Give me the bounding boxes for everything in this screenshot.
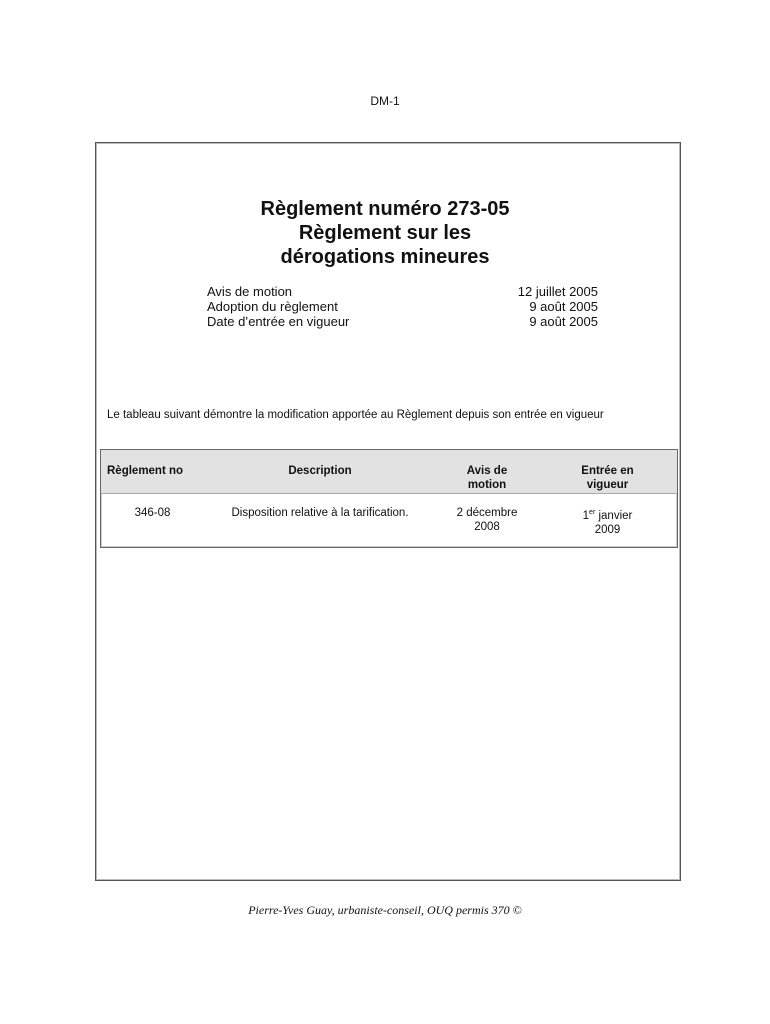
- date-label: Adoption du règlement: [207, 299, 338, 314]
- amendments-table: [100, 449, 678, 548]
- page-footer: Pierre-Yves Guay, urbaniste-conseil, OUQ permis 370 ©: [248, 903, 522, 917]
- header-description: Description: [288, 465, 352, 477]
- document-title: [0, 197, 770, 269]
- page-header: DM-1: [370, 94, 400, 108]
- date-value: 9 août 2005: [529, 299, 598, 314]
- dates-block: [207, 284, 598, 329]
- cell-entree-month: janvier: [595, 510, 633, 522]
- header-avis-line1: Avis de: [466, 465, 508, 477]
- header-entree-line2: vigueur: [586, 479, 629, 491]
- date-row-avis: [207, 284, 598, 299]
- cell-avis: [436, 506, 538, 537]
- header-entree: [538, 450, 677, 493]
- date-label: Avis de motion: [207, 284, 293, 299]
- date-value: 12 juillet 2005: [517, 284, 598, 299]
- title-line-3: dérogations mineures: [280, 246, 490, 268]
- title-line-1: Règlement numéro 273-05: [260, 198, 510, 220]
- cell-entree-year: 2009: [594, 524, 621, 536]
- date-row-entree: [207, 314, 598, 329]
- cell-reglement: 346-08: [134, 507, 171, 519]
- header-avis-line2: motion: [467, 479, 507, 491]
- table-row: [101, 494, 677, 537]
- date-label: Date d’entrée en vigueur: [207, 314, 350, 329]
- header-reglement: Règlement no: [107, 465, 184, 477]
- header-avis: [436, 450, 538, 493]
- cell-avis-line1: 2 décembre: [456, 507, 518, 519]
- cell-avis-line2: 2008: [474, 521, 500, 533]
- cell-entree-line1: [538, 506, 677, 523]
- title-line-2: Règlement sur les: [298, 222, 472, 244]
- date-row-adoption: [207, 299, 598, 314]
- date-value: 9 août 2005: [529, 314, 598, 329]
- cell-entree-sup: er: [589, 509, 596, 516]
- header-entree-line1: Entrée en: [581, 465, 634, 477]
- intro-text: Le tableau suivant démontre la modification apportée au Règlement depuis son entrée en vigueur: [107, 409, 604, 421]
- cell-entree-day: 1: [582, 510, 590, 522]
- cell-entree: [538, 506, 677, 537]
- table-header-row: [101, 450, 677, 494]
- cell-description: Disposition relative à la tarification.: [231, 507, 409, 519]
